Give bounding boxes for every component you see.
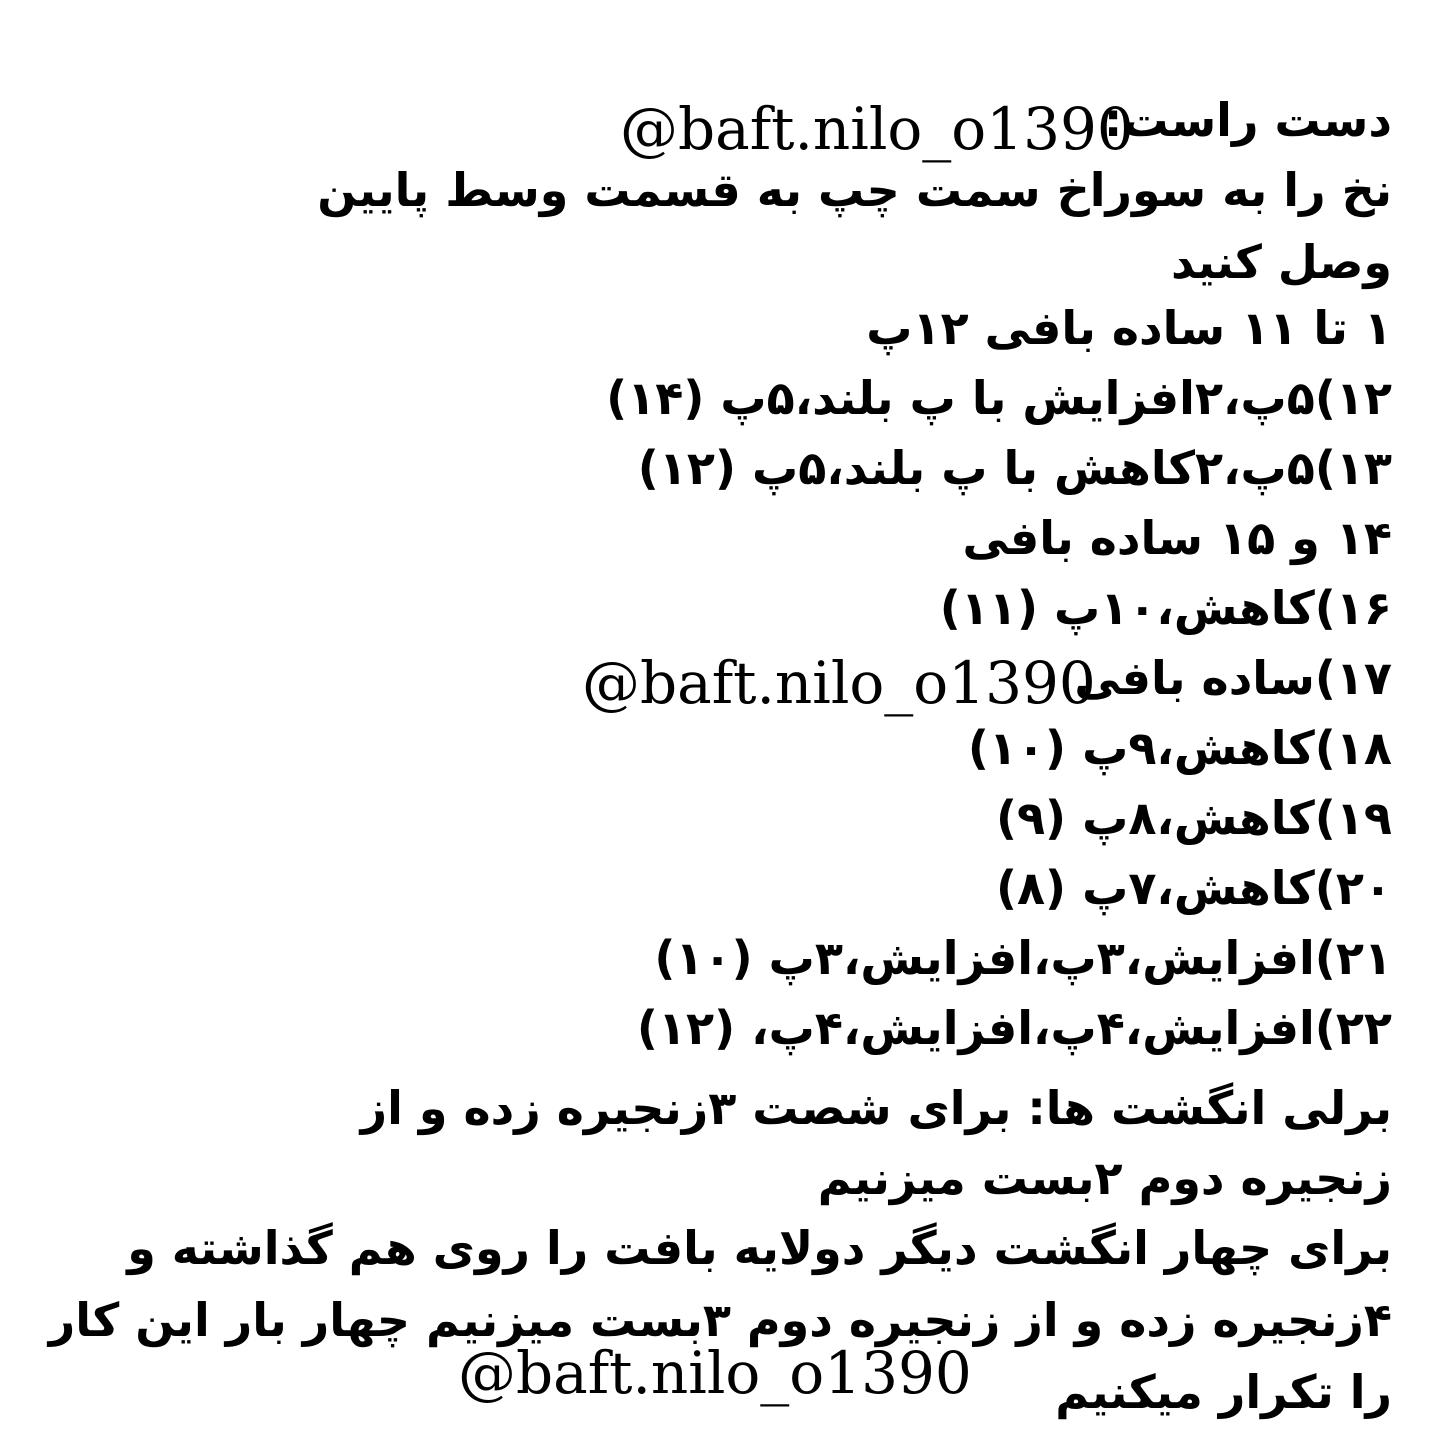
title-line: دست راست:: [1103, 93, 1392, 147]
text-line-13: ۲۲)افزایش،۴پ،افزایش،۴پ، (۱۲): [636, 1001, 1392, 1055]
text-line-10: ۱۹)کاهش،۸پ (۹): [995, 791, 1392, 845]
text-line-5: ۱۳)۵پ،۲کاهش با پ بلند،۵پ (۱۲): [637, 441, 1392, 495]
watermark-middle: @baft.nilo_o1390: [582, 649, 1096, 717]
text-line-15: زنجیره دوم ۲بست میزنیم: [817, 1151, 1392, 1205]
text-line-17: ۴زنجیره زده و از زنجیره دوم ۳بست میزنیم چهار بار این کار: [48, 1293, 1392, 1347]
watermark-top: @baft.nilo_o1390: [620, 95, 1134, 163]
text-line-7: ۱۶)کاهش،۱۰پ (۱۱): [939, 581, 1392, 635]
text-line-11: ۲۰)کاهش،۷پ (۸): [995, 861, 1392, 915]
text-line-2: وصل کنید: [1171, 235, 1392, 289]
text-line-12: ۲۱)افزایش،۳پ،افزایش،۳پ (۱۰): [654, 931, 1392, 985]
text-line-18: را تکرار میکنیم: [1055, 1365, 1392, 1419]
text-line-16: برای چهار انگشت دیگر دولایه بافت را روی هم گذاشته و: [127, 1221, 1392, 1275]
text-line-14: برلی انگشت ها: برای شصت ۳زنجیره زده و از: [360, 1081, 1392, 1135]
text-line-4: ۱۲)۵پ،۲افزایش با پ بلند،۵پ (۱۴): [606, 371, 1392, 425]
watermark-bottom: @baft.nilo_o1390: [458, 1339, 972, 1407]
text-line-3: ۱ تا ۱۱ ساده بافی ۱۲پ: [866, 301, 1392, 355]
text-line-8: ۱۷)ساده بافی: [1074, 651, 1392, 705]
text-line-1: نخ را به سوراخ سمت چپ به قسمت وسط پایین: [317, 163, 1392, 217]
text-line-9: ۱۸)کاهش،۹پ (۱۰): [967, 721, 1392, 775]
text-line-6: ۱۴ و ۱۵ ساده بافی: [962, 511, 1392, 565]
